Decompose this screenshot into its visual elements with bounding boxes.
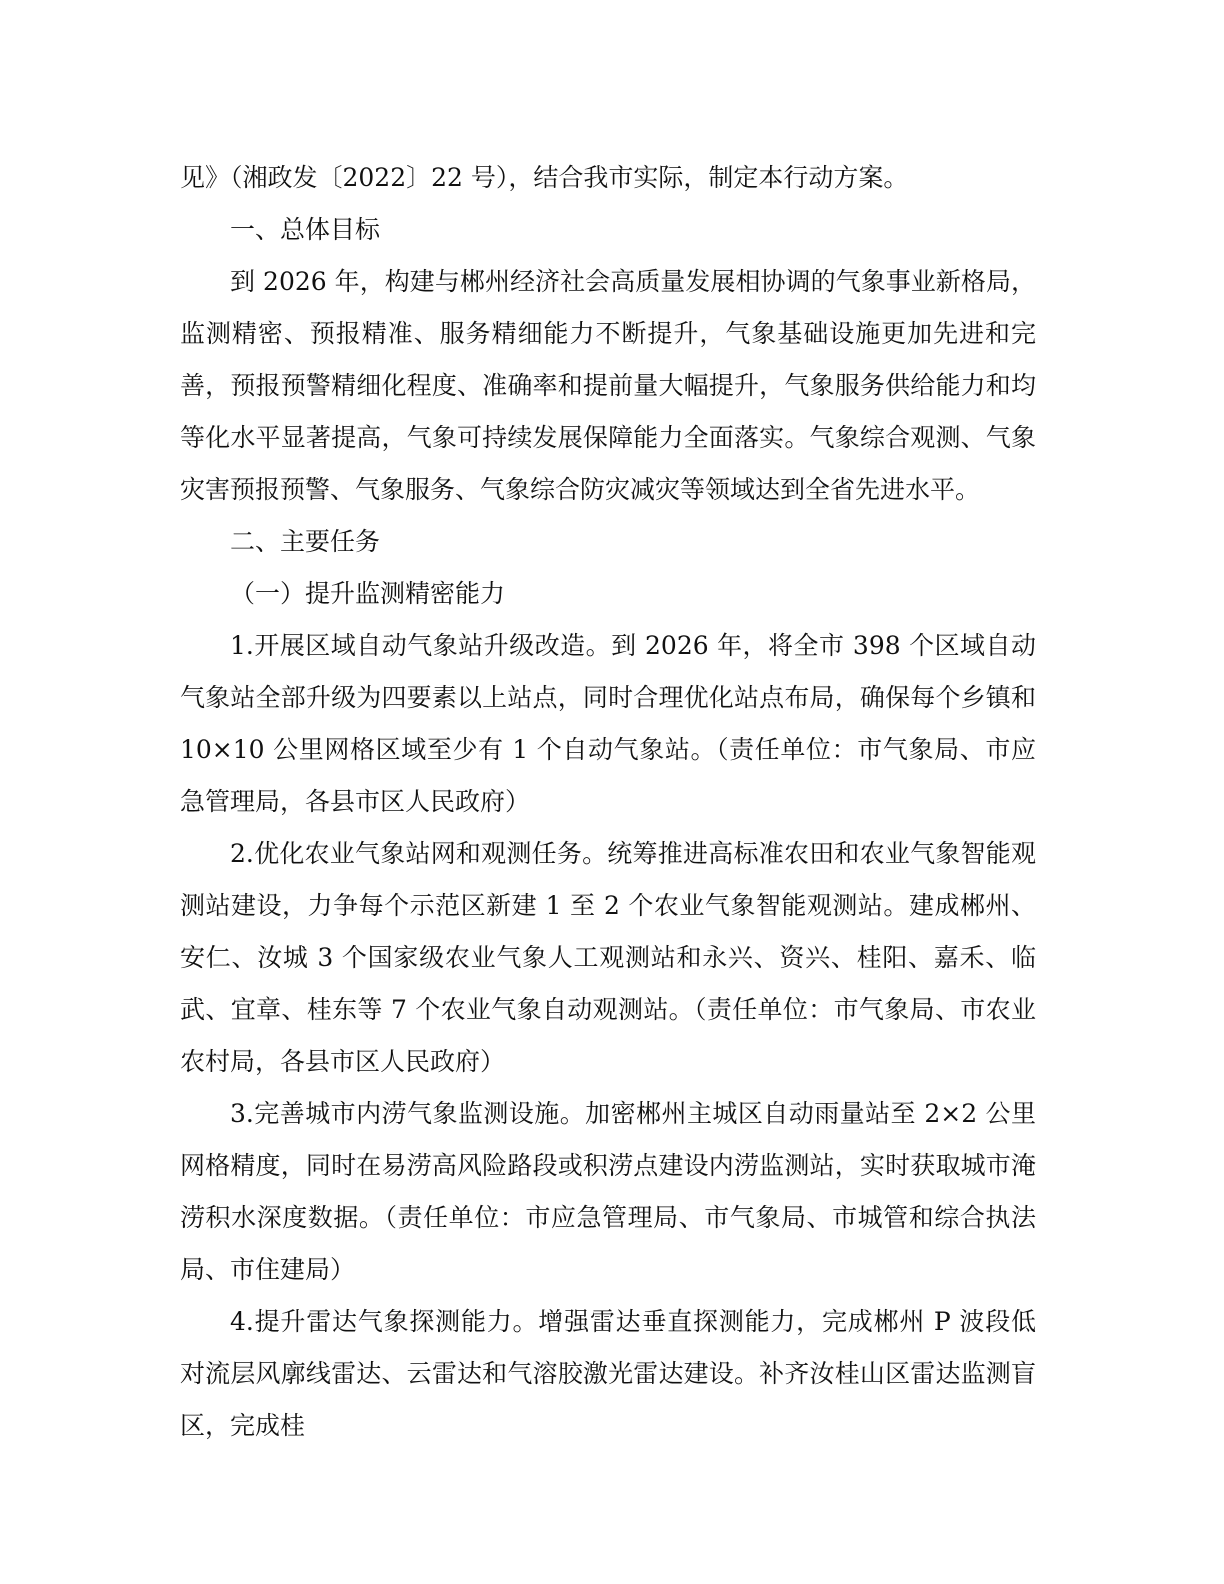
- section-heading-main-tasks: 二、主要任务: [230, 527, 381, 556]
- paragraph-item-2: 2.优化农业气象站网和观测任务。统筹推进高标准农田和农业气象智能观测站建设，力争每个示范区新建 1 至 2 个农业气象智能观测站。建成郴州、安仁、汝城 3 个国家级农业气象人工观测站和永兴、资兴、桂阳、嘉禾、临武、宜章、桂东等 7 个农业气象自动观测站。（责任单位：市气象局、市农业农村局，各县市区人民政府）: [180, 839, 1036, 1076]
- paragraph-continuation: 见》（湘政发〔2022〕22 号），结合我市实际，制定本行动方案。: [180, 163, 909, 192]
- paragraph-item-3: 3.完善城市内涝气象监测设施。加密郴州主城区自动雨量站至 2×2 公里网格精度，同时在易涝高风险路段或积涝点建设内涝监测站，实时获取城市淹涝积水深度数据。（责任单位：市应急管理局、市气象局、市城管和综合执法局、市住建局）: [180, 1099, 1036, 1284]
- subsection-heading-monitoring: （一）提升监测精密能力: [230, 579, 506, 608]
- paragraph-item-1: 1.开展区域自动气象站升级改造。到 2026 年，将全市 398 个区域自动气象站全部升级为四要素以上站点，同时合理优化站点布局，确保每个乡镇和 10×10 公里网格区域至少有 1 个自动气象站。（责任单位：市气象局、市应急管理局，各县市区人民政府）: [180, 631, 1036, 816]
- document-page: [180, 152, 1036, 1452]
- section-heading-overall-goals: 一、总体目标: [230, 215, 381, 244]
- paragraph-item-4: 4.提升雷达气象探测能力。增强雷达垂直探测能力，完成郴州 P 波段低对流层风廓线雷达、云雷达和气溶胶激光雷达建设。补齐汝桂山区雷达监测盲区，完成桂: [180, 1307, 1036, 1440]
- paragraph-overall-goals: 到 2026 年，构建与郴州经济社会高质量发展相协调的气象事业新格局，监测精密、预报精准、服务精细能力不断提升，气象基础设施更加先进和完善，预报预警精细化程度、准确率和提前量大幅提升，气象服务供给能力和均等化水平显著提高，气象可持续发展保障能力全面落实。气象综合观测、气象灾害预报预警、气象服务、气象综合防灾减灾等领域达到全省先进水平。: [180, 267, 1036, 504]
